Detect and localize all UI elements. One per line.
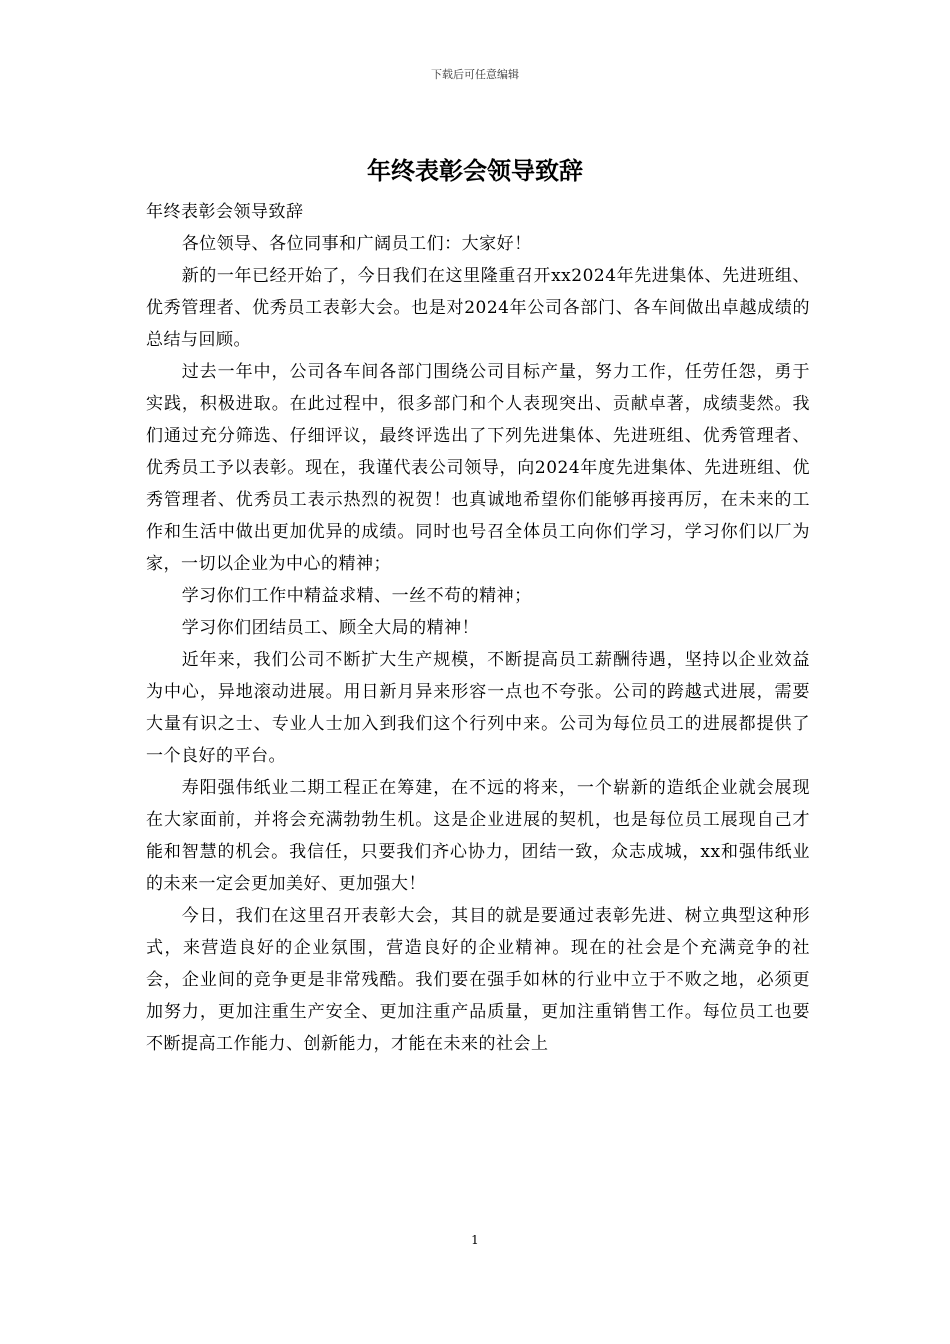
paragraph-greeting: 各位领导、各位同事和广阔员工们：大家好！	[181, 234, 532, 254]
page-number: 1	[471, 1233, 479, 1247]
paragraph: 新的一年已经开始了，今日我们在这里隆重召开xx2024年先进集体、先进班组、优秀管理者、优秀员工表彰大会。也是对2024年公司各部门、各车间做出卓越成绩的总结与回顾。	[146, 266, 810, 350]
document-title: 年终表彰会领导致辞	[367, 156, 583, 185]
header-note: 下载后可任意编辑	[431, 68, 519, 81]
paragraph: 近年来，我们公司不断扩大生产规模，不断提高员工薪酬待遇，坚持以企业效益为中心，异地滚动进展。用日新月异来形容一点也不夸张。公司的跨越式进展，需要大量有识之士、专业人士加入到我们这个行列中来。公司为每位员工的进展都提供了一个良好的平台。	[146, 650, 810, 766]
paragraph: 过去一年中，公司各车间各部门围绕公司目标产量，努力工作，任劳任怨，勇于实践，积极进取。在此过程中，很多部门和个人表现突出、贡献卓著，成绩斐然。我们通过充分筛选、仔细评议，最终评选出了下列先进集体、先进班组、优秀管理者、优秀员工予以表彰。现在，我谨代表公司领导，向2024年度先进集体、先进班组、优秀管理者、优秀员工表示热烈的祝贺！也真诚地希望你们能够再接再厉，在未来的工作和生活中做出更加优异的成绩。同时也号召全体员工向你们学习，学习你们以厂为家，一切以企业为中心的精神；	[146, 362, 810, 574]
paragraph: 学习你们团结员工、顾全大局的精神！	[181, 618, 480, 638]
paragraph: 寿阳强伟纸业二期工程正在筹建，在不远的将来，一个崭新的造纸企业就会展现在大家面前，并将会充满勃勃生机。这是企业进展的契机，也是每位员工展现自己才能和智慧的机会。我信任，只要我们齐心协力，团结一致，众志成城，xx和强伟纸业的未来一定会更加美好、更加强大！	[146, 778, 810, 894]
paragraph: 学习你们工作中精益求精、一丝不苟的精神；	[181, 586, 532, 606]
document-subtitle: 年终表彰会领导致辞	[146, 202, 304, 222]
document-body	[146, 196, 810, 1060]
paragraph: 今日，我们在这里召开表彰大会，其目的就是要通过表彰先进、树立典型这种形式，来营造良好的企业氛围，营造良好的企业精神。现在的社会是个充满竞争的社会，企业间的竞争更是非常残酷。我们要在强手如林的行业中立于不败之地，必须更加努力，更加注重生产安全、更加注重产品质量，更加注重销售工作。每位员工也要不断提高工作能力、创新能力，才能在未来的社会上	[146, 906, 810, 1054]
